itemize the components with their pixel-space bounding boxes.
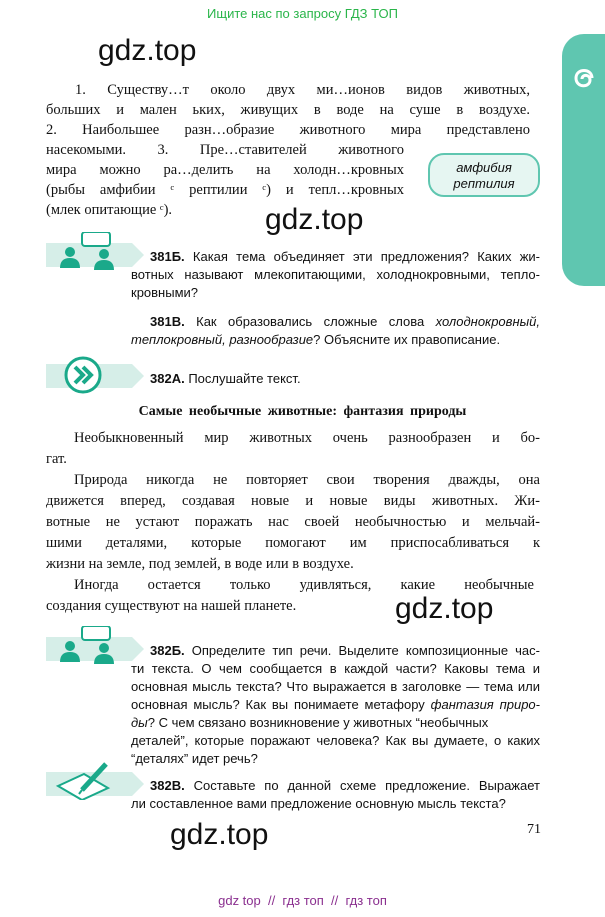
exercise-line: (рыбы амфибии ᶜ рептилии ᶜ) и тепл…кровных (46, 182, 404, 198)
task-text: Какая тема объединяет эти предложения? Каких жи- (192, 249, 540, 264)
task-text: “деталях” идет речь? (131, 751, 258, 766)
task-italic: холоднокровный, (435, 314, 540, 329)
watermark: gdz.top (265, 203, 364, 236)
task-italic: фантазия приро- (430, 697, 540, 712)
task-text: Определите тип речи. Выделите композиционные час- (191, 643, 540, 658)
task-382a (150, 370, 301, 388)
hint-badge-line: амфибия (456, 160, 512, 175)
task-text: ? С чем связано возникновение у животных “необычных (147, 715, 489, 730)
story-line: Иногда остается только удивляться, какие необычные (74, 577, 534, 593)
task-number: 381Б. (150, 249, 185, 264)
task-number: 382А. (150, 371, 185, 386)
story-line: гат. (46, 451, 67, 467)
task-text: деталей”, которые поражают человека? Как вы думаете, о каких (131, 733, 540, 748)
story-title: Самые необычные животные: фантазия природы (138, 404, 467, 419)
exercise-line: (млек опитающие ᶜ). (46, 202, 173, 218)
exercise-text (75, 80, 530, 100)
task-text: Послушайте текст. (188, 371, 301, 386)
hint-badge-line: рептилия (453, 176, 515, 191)
top-banner[interactable]: Ищите нас по запросу ГДЗ ТОП (207, 6, 398, 21)
task-banner (46, 768, 156, 796)
task-banner (46, 362, 156, 390)
task-text: ти текста. О чем сообщается в каждой части? Каковы тема и (131, 661, 540, 676)
listen-icon (64, 356, 102, 394)
story-line: вотные не устают поражать нас своей необычностью и мельчай- (46, 514, 540, 530)
exercise-line: 1. Существу…т около двух ми…ионов видов животных, (75, 82, 530, 98)
task-381v (150, 313, 540, 331)
task-number: 382Б. (150, 643, 185, 658)
watermark: gdz.top (395, 592, 494, 625)
task-italic: теплокровный, разнообразие (131, 332, 314, 347)
page-number: 71 (527, 822, 541, 837)
exercise-line: насекомыми. 3. Пре…ставителей животного (46, 142, 404, 158)
task-text: кровными? (131, 285, 199, 300)
task-text: Составьте по данной схеме предложение. Выражает (193, 778, 540, 793)
watermark: gdz.top (98, 34, 197, 67)
hint-badge (428, 153, 540, 197)
watermark: gdz.top (170, 818, 269, 851)
story-line: движется вперед, создавая новые и новые виды животных. Жи- (46, 493, 540, 509)
task-italic: ды (131, 715, 148, 730)
task-text: ? Объясните их правописание. (313, 332, 501, 347)
swirl-icon (562, 48, 605, 108)
exercise-line: больших и мален ьких, живущих в воде на суше в воздухе. (46, 102, 530, 118)
writing-icon (54, 760, 124, 800)
task-number: 382В. (150, 778, 185, 793)
task-text: вотных называют млекопитающими, холоднокровными, тепло- (131, 267, 540, 282)
exercise-line: мира можно ра…делить на холодн…кровных (46, 162, 404, 178)
task-text: основная мысль текста? Что выражается в заголовке — тема или (131, 679, 540, 694)
task-382b (150, 642, 540, 660)
task-number: 381В. (150, 314, 185, 329)
story-line: создания существуют на нашей планете. (46, 598, 297, 614)
task-381b (150, 248, 540, 266)
task-text: Как образовались сложные слова (196, 314, 425, 329)
story-line: шими деталями, которые помогают им приспосабливаться к (46, 535, 540, 551)
task-text: ли составленное вами предложение основную мысль текста? (131, 796, 506, 811)
discussion-icon (58, 232, 118, 270)
task-382b-line5 (131, 714, 540, 732)
task-382v (150, 777, 540, 795)
story-line: жизни на земле, под землей, в воде или в воздухе. (46, 556, 354, 572)
task-382b-line4 (131, 696, 540, 714)
exercise-line: 2. Наибольшее разн…образие животного мира представлено (46, 122, 530, 138)
task-text: основная мысль? Как вы понимаете метафору (131, 697, 425, 712)
story-line: Необыкновенный мир животных очень разнообразен и бо- (74, 430, 540, 446)
discussion-icon (58, 626, 118, 664)
task-381v-cont (131, 331, 500, 349)
story-line: Природа никогда не повторяет свои творения дважды, она (74, 472, 540, 488)
footer-links[interactable]: gdz top // гдз топ // гдз топ (218, 893, 387, 908)
chapter-tab (562, 34, 605, 286)
